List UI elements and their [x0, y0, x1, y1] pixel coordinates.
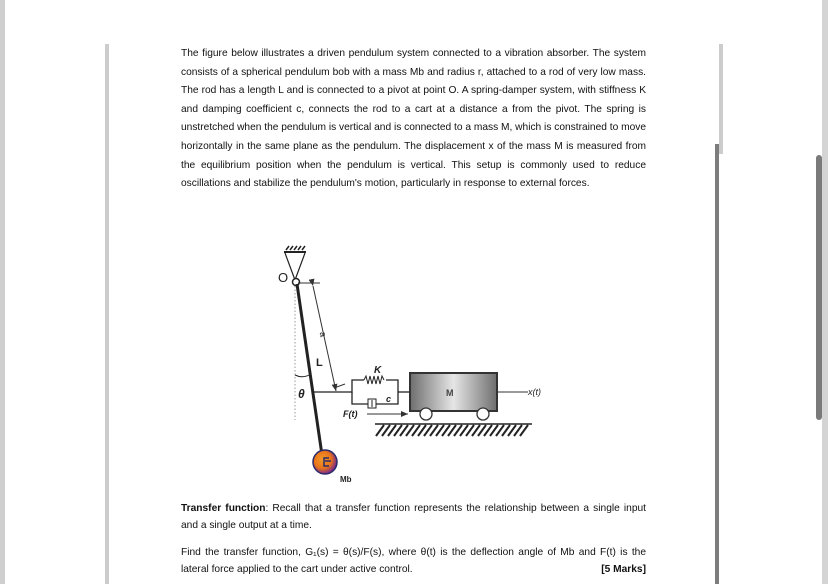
force-F-label: F(t) [343, 409, 358, 419]
page-right-border [719, 44, 723, 154]
page-left-border [105, 44, 109, 584]
marks-label: [5 Marks] [601, 564, 646, 575]
damper-c-label: c [386, 394, 392, 404]
ground-hatch-icon [375, 424, 532, 436]
scrollbar-thumb[interactable] [816, 155, 822, 420]
cart-wheel-left [420, 408, 432, 420]
theta-label: θ [298, 387, 305, 401]
pendulum-bob [313, 450, 337, 474]
cart-wheel-right [477, 408, 489, 420]
window-left-edge [0, 0, 5, 584]
spring-K-label: K [374, 365, 382, 376]
page-scroll-indicator[interactable] [715, 144, 719, 584]
spring-damper [343, 376, 410, 408]
question-paragraph [181, 544, 646, 578]
distance-a-label: a [317, 330, 329, 338]
length-L-label: L [316, 357, 323, 369]
intro-paragraph: The figure below illustrates a driven pendulum system connected to a vibration absorber. The system consists of a spherical pendulum bob with a mass Mb and radius r, attached to a rod of very low mass. The rod has a length L and is connected to a pivot at point O. A spring-damper system, with stiffness K and damping coefficient c, connects the rod to a cart at a distance a from the pivot. The spring is unstretched when the pendulum is vertical and is connected to a mass M, which is constrained to move horizontally in the same plane as the pendulum. The displacement x of the mass M is measured from the equilibrium position when the pendulum is vertical. This setup is commonly used to reduce oscillations and stabilize the pendulum's motion, particularly in response to external forces. [181, 48, 646, 190]
question-text: Find the transfer function, G₁(s) = θ(s)/F(s), where θ(t) is the deflection angle of Mb and F(t) is the lateral force applied to the cart under active control. [181, 547, 646, 575]
transfer-function-heading: Transfer function [181, 503, 266, 514]
transfer-function-paragraph [181, 500, 646, 534]
transfer-function-text: : Recall that a transfer function represents the relationship between a single input and a single output at a time. [181, 503, 646, 531]
scrollbar-track[interactable] [822, 0, 828, 584]
cart-M-label: M [446, 388, 454, 398]
question-block [181, 500, 646, 578]
bob-Mb-label: Mb [340, 475, 352, 484]
pivot-label: O [278, 270, 289, 285]
pendulum-figure [260, 240, 560, 500]
displacement-x-label: x(t) [528, 387, 541, 397]
cart-mass [410, 373, 497, 411]
intro-text-block [181, 45, 646, 194]
